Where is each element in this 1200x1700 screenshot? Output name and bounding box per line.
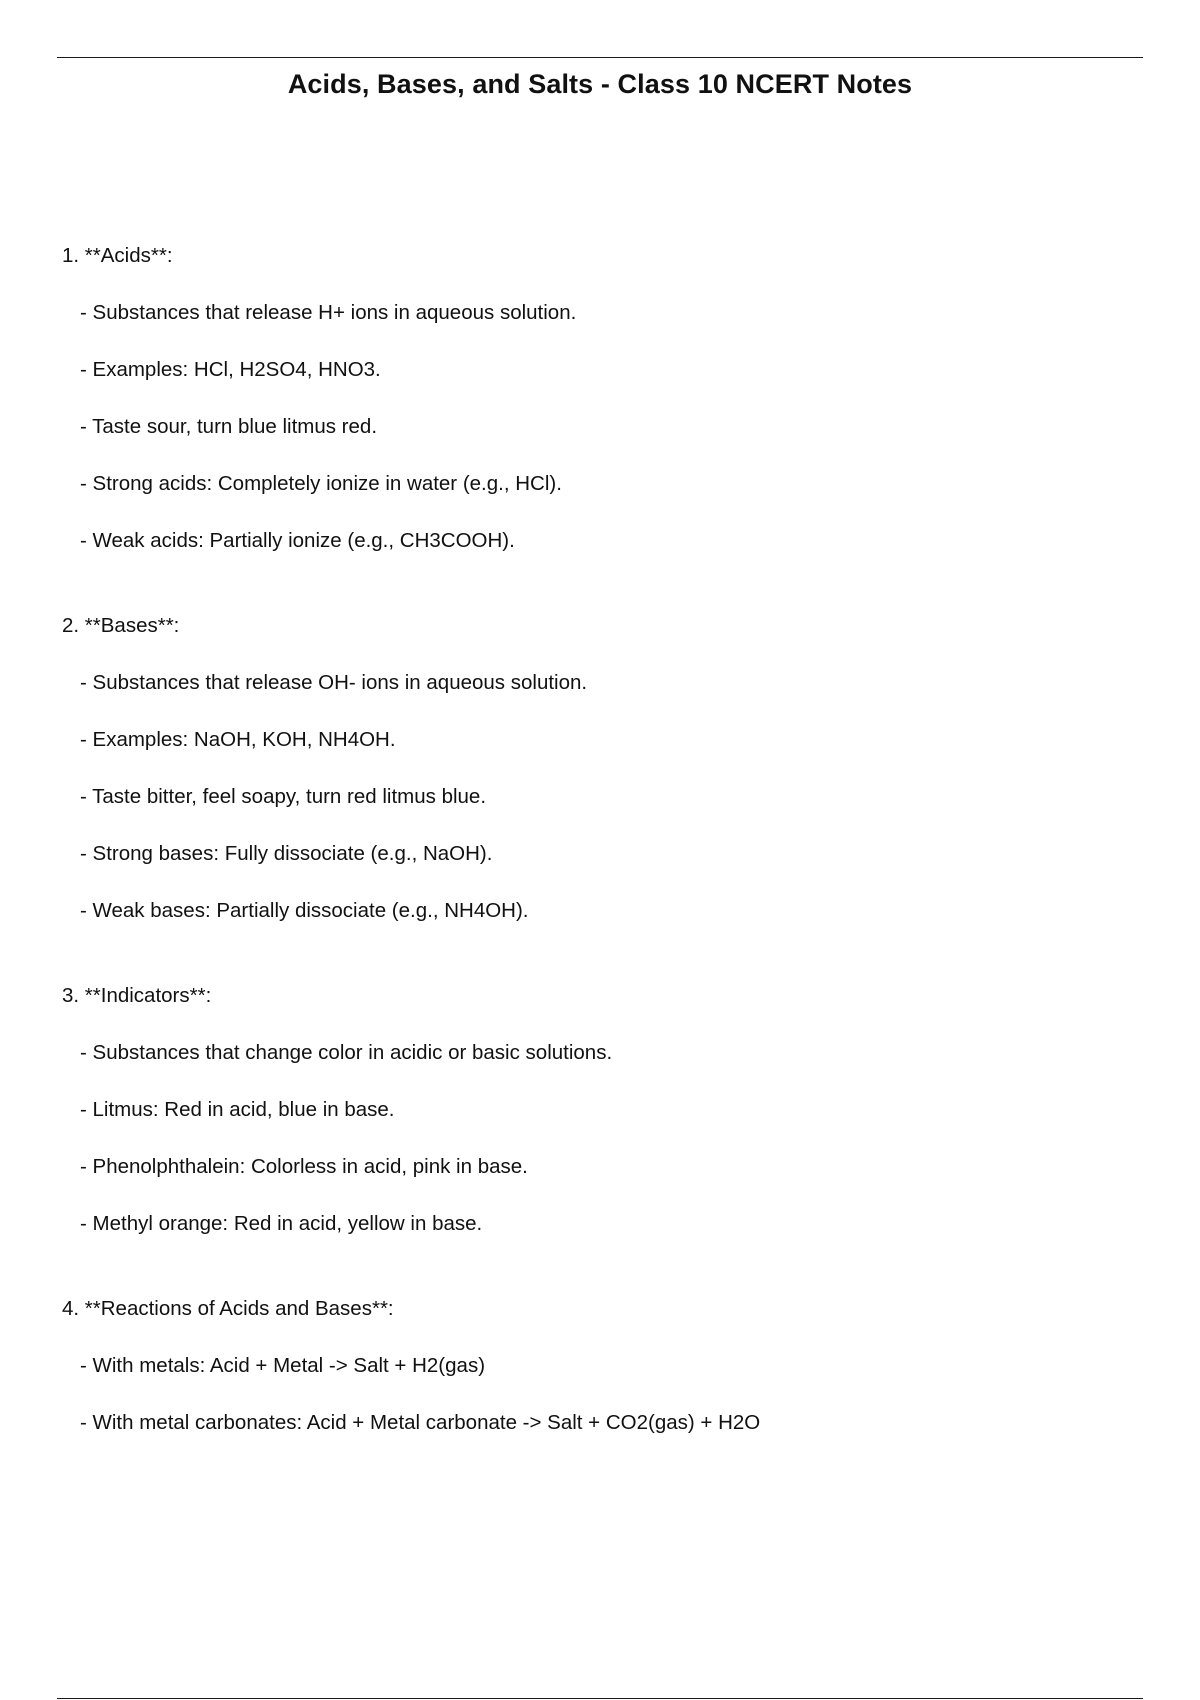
section-heading: 1. **Acids**: [62, 244, 173, 267]
section-heading: 3. **Indicators**: [62, 984, 212, 1007]
list-item: - Strong acids: Completely ionize in water (e.g., HCl). [80, 472, 562, 495]
section-heading: 2. **Bases**: [62, 614, 180, 637]
list-item: - Phenolphthalein: Colorless in acid, pink in base. [80, 1155, 528, 1178]
list-item: - Litmus: Red in acid, blue in base. [80, 1098, 395, 1121]
list-item: - Examples: HCl, H2SO4, HNO3. [80, 358, 381, 381]
list-item: - Taste bitter, feel soapy, turn red litmus blue. [80, 785, 487, 808]
section-heading: 4. **Reactions of Acids and Bases**: [62, 1297, 394, 1320]
page-title: Acids, Bases, and Salts - Class 10 NCERT Notes [287, 69, 913, 99]
section-indicators [62, 982, 1142, 1238]
notes-body [62, 242, 1142, 1494]
list-item: - Weak bases: Partially dissociate (e.g., NH4OH). [80, 899, 529, 922]
list-item: - Methyl orange: Red in acid, yellow in base. [80, 1212, 483, 1235]
top-rule [57, 57, 1143, 58]
section-acids [62, 242, 1142, 555]
bottom-rule [57, 1698, 1143, 1699]
list-item: - With metals: Acid + Metal -> Salt + H2(gas) [80, 1354, 486, 1377]
list-item: - Strong bases: Fully dissociate (e.g., NaOH). [80, 842, 493, 865]
list-item: - Taste sour, turn blue litmus red. [80, 415, 378, 438]
section-bases [62, 612, 1142, 925]
list-item: - Substances that change color in acidic or basic solutions. [80, 1041, 613, 1064]
list-item: - Substances that release OH- ions in aqueous solution. [80, 671, 588, 694]
list-item: - Substances that release H+ ions in aqueous solution. [80, 301, 577, 324]
section-reactions [62, 1295, 1142, 1437]
list-item: - Weak acids: Partially ionize (e.g., CH3COOH). [80, 529, 515, 552]
list-item: - Examples: NaOH, KOH, NH4OH. [80, 728, 396, 751]
list-item: - With metal carbonates: Acid + Metal carbonate -> Salt + CO2(gas) + H2O [80, 1411, 761, 1434]
